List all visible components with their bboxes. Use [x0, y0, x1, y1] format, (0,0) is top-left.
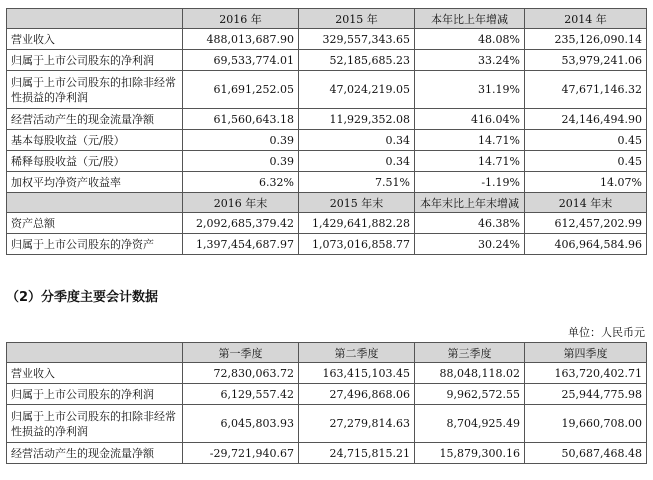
annual-header-row — [7, 9, 647, 29]
row-label: 归属于上市公司股东的扣除非经常性损益的净利润 — [7, 71, 183, 109]
header-cell-q1: 第一季度 — [183, 343, 299, 363]
table-cell: 2015 年末 — [299, 193, 415, 213]
row-label: 资产总额 — [7, 213, 183, 234]
row-label: 归属于上市公司股东的净利润 — [7, 384, 183, 405]
unit-label: 单位：人民币元 — [568, 326, 645, 339]
header-cell-2016: 2016 年 — [183, 9, 299, 29]
table-cell: 14.71% — [415, 130, 525, 151]
table-cell: 69,533,774.01 — [183, 50, 299, 71]
table-cell: 163,720,402.71 — [525, 363, 647, 384]
header-cell-2015: 2015 年 — [299, 9, 415, 29]
table-cell: 88,048,118.02 — [415, 363, 525, 384]
table-cell: 163,415,103.45 — [299, 363, 415, 384]
table-cell: 53,979,241.06 — [525, 50, 647, 71]
table-cell: 329,557,343.65 — [299, 29, 415, 50]
table-cell: 25,944,775.98 — [525, 384, 647, 405]
table-cell: 1,397,454,687.97 — [183, 234, 299, 255]
table-row — [7, 29, 647, 50]
table-cell: -1.19% — [415, 172, 525, 193]
table-row — [7, 151, 647, 172]
table-row — [7, 363, 647, 384]
table-cell: 7.51% — [299, 172, 415, 193]
table-cell: 1,429,641,882.28 — [299, 213, 415, 234]
header-cell-blank — [7, 9, 183, 29]
table-row — [7, 50, 647, 71]
table-cell: 416.04% — [415, 109, 525, 130]
table-cell: 6,045,803.93 — [183, 405, 299, 443]
quarterly-financial-table — [6, 342, 647, 464]
table-cell: 0.45 — [525, 151, 647, 172]
table-cell: 11,929,352.08 — [299, 109, 415, 130]
table-cell: 612,457,202.99 — [525, 213, 647, 234]
row-label: 稀释每股收益（元/股） — [7, 151, 183, 172]
table-cell: 27,279,814.63 — [299, 405, 415, 443]
table-cell: 0.39 — [183, 130, 299, 151]
table-cell: 406,964,584.96 — [525, 234, 647, 255]
table-row — [7, 130, 647, 151]
table-cell: 0.34 — [299, 151, 415, 172]
row-label — [7, 193, 183, 213]
table-cell: 8,704,925.49 — [415, 405, 525, 443]
header-cell-q3: 第三季度 — [415, 343, 525, 363]
table-cell: 47,671,146.32 — [525, 71, 647, 109]
table-cell: 61,560,643.18 — [183, 109, 299, 130]
table-cell: 19,660,708.00 — [525, 405, 647, 443]
table-cell: 72,830,063.72 — [183, 363, 299, 384]
table-row — [7, 443, 647, 464]
row-label: 归属于上市公司股东的扣除非经常性损益的净利润 — [7, 405, 183, 443]
table-cell: 33.24% — [415, 50, 525, 71]
table-cell: 2,092,685,379.42 — [183, 213, 299, 234]
table-cell: 15,879,300.16 — [415, 443, 525, 464]
row-label: 经营活动产生的现金流量净额 — [7, 443, 183, 464]
header-cell-blank — [7, 343, 183, 363]
table-row — [7, 384, 647, 405]
table-cell: 61,691,252.05 — [183, 71, 299, 109]
row-label: 加权平均净资产收益率 — [7, 172, 183, 193]
row-label: 营业收入 — [7, 29, 183, 50]
table-cell: 9,962,572.55 — [415, 384, 525, 405]
table-cell: 48.08% — [415, 29, 525, 50]
table-row — [7, 234, 647, 255]
table-cell: 0.45 — [525, 130, 647, 151]
table-cell: 本年末比上年末增减 — [415, 193, 525, 213]
section-title: （2）分季度主要会计数据 — [6, 290, 159, 305]
header-cell-q4: 第四季度 — [525, 343, 647, 363]
table-row — [7, 213, 647, 234]
table-cell: 46.38% — [415, 213, 525, 234]
table-cell: 1,073,016,858.77 — [299, 234, 415, 255]
table-cell: 24,715,815.21 — [299, 443, 415, 464]
header-cell-2014: 2014 年 — [525, 9, 647, 29]
table-cell: 14.07% — [525, 172, 647, 193]
row-label: 营业收入 — [7, 363, 183, 384]
table-cell: 0.39 — [183, 151, 299, 172]
table-cell: 14.71% — [415, 151, 525, 172]
annual-financial-table — [6, 8, 647, 255]
table-cell: 6.32% — [183, 172, 299, 193]
table-row — [7, 172, 647, 193]
row-label: 归属于上市公司股东的净利润 — [7, 50, 183, 71]
header-cell-q2: 第二季度 — [299, 343, 415, 363]
table-row — [7, 109, 647, 130]
table-row — [7, 71, 647, 109]
table-cell: 24,146,494.90 — [525, 109, 647, 130]
table-cell: 31.19% — [415, 71, 525, 109]
table-cell: 235,126,090.14 — [525, 29, 647, 50]
row-label: 归属于上市公司股东的净资产 — [7, 234, 183, 255]
table-cell: 27,496,868.06 — [299, 384, 415, 405]
table-cell: 2014 年末 — [525, 193, 647, 213]
table-cell: -29,721,940.67 — [183, 443, 299, 464]
table-cell: 2016 年末 — [183, 193, 299, 213]
table-cell: 47,024,219.05 — [299, 71, 415, 109]
table-cell: 6,129,557.42 — [183, 384, 299, 405]
table-row — [7, 405, 647, 443]
row-label: 基本每股收益（元/股） — [7, 130, 183, 151]
table-cell: 50,687,468.48 — [525, 443, 647, 464]
quarterly-header-row — [7, 343, 647, 363]
table-cell: 488,013,687.90 — [183, 29, 299, 50]
row-label: 经营活动产生的现金流量净额 — [7, 109, 183, 130]
table-cell: 0.34 — [299, 130, 415, 151]
table-cell: 52,185,685.23 — [299, 50, 415, 71]
table-cell: 30.24% — [415, 234, 525, 255]
header-cell-yoy: 本年比上年增减 — [415, 9, 525, 29]
subheader-row — [7, 193, 647, 213]
